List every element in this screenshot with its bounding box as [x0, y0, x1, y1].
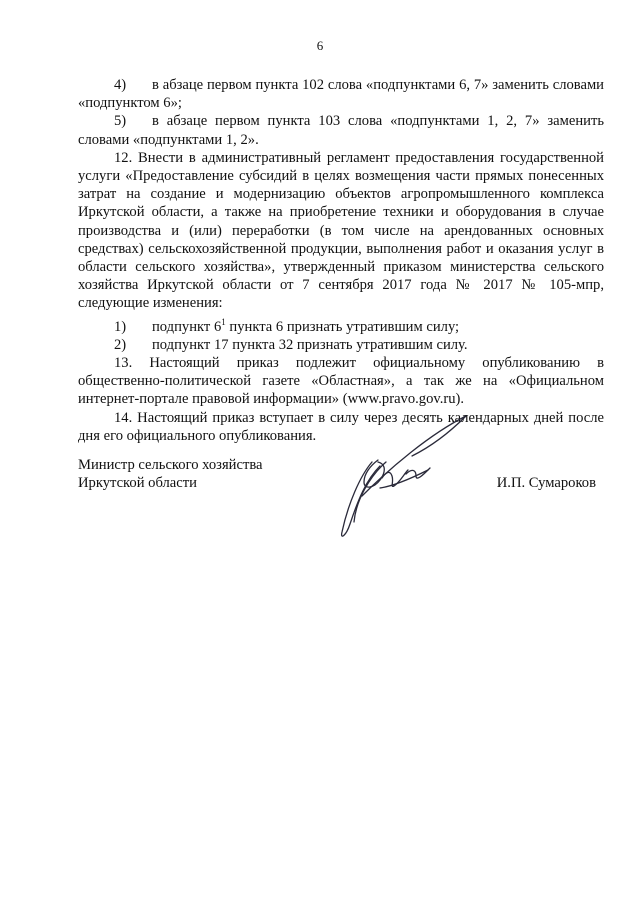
subitem-1-text-start: подпункт 6: [152, 318, 222, 335]
signer-name: И.П. Сумароков: [496, 475, 596, 491]
subitem-1: [78, 313, 604, 336]
signer-position: [78, 456, 263, 492]
item-5-text: в абзаце первом пункта 103 слова «подпунктами 1, 2, 7» заменить словами «подпунктами 1, 2».: [78, 113, 604, 148]
item-4-number: 4): [114, 77, 127, 93]
handwritten-signature-icon: [320, 404, 480, 544]
signer-position-line-1: Министр сельского хозяйства: [78, 457, 263, 473]
item-4-text: в абзаце первом пункта 102 слова «подпунктами 6, 7» заменить словами «подпунктом 6»;: [78, 77, 604, 112]
subitem-2-number: 2): [114, 336, 127, 353]
subitem-1-superscript: 1: [221, 316, 226, 327]
subitem-1-number: 1): [114, 318, 127, 335]
subitem-2-text: подпункт 17 пункта 32 признать утратившим силу.: [152, 336, 468, 353]
subitem-2: [78, 336, 604, 354]
item-5-number: 5): [114, 113, 127, 130]
paragraph-13: 13. Настоящий приказ подлежит официальному опубликованию в общественно-политической газете «Областная», а так же на «Официальном интернет-портале правовой информации» (www.pravo.gov.ru).: [78, 354, 604, 408]
subitem-1-text-end: пункта 6 признать утратившим силу;: [225, 318, 460, 335]
paragraph-12: 12. Внести в административный регламент предоставления государственной услуги «Предоставление субсидий в целях возмещения части прямых понесенных затрат на создание и модернизацию объектов агропромышленного комплекса Иркутской области, а также на приобретение техники и оборудования в случае производства и (или) переработки (в том числе на арендованных основных средствах) сельскохозяйственной продукции, выполнения работ и оказания услуг в области сельского хозяйства», утвержденный приказом министерства сельского хозяйства Иркутской области от 7 сентября 2017 года № 2017 № 105-мпр, следующие изменения:: [78, 149, 604, 312]
signer-position-line-2: Иркутской области: [78, 475, 197, 492]
item-5: [78, 112, 604, 148]
page-number: 6: [316, 38, 324, 53]
paragraph-14: 14. Настоящий приказ вступает в силу через десять календарных дней после дня его официального опубликования.: [78, 409, 604, 444]
item-4: [78, 76, 604, 112]
document-body: [78, 76, 604, 445]
